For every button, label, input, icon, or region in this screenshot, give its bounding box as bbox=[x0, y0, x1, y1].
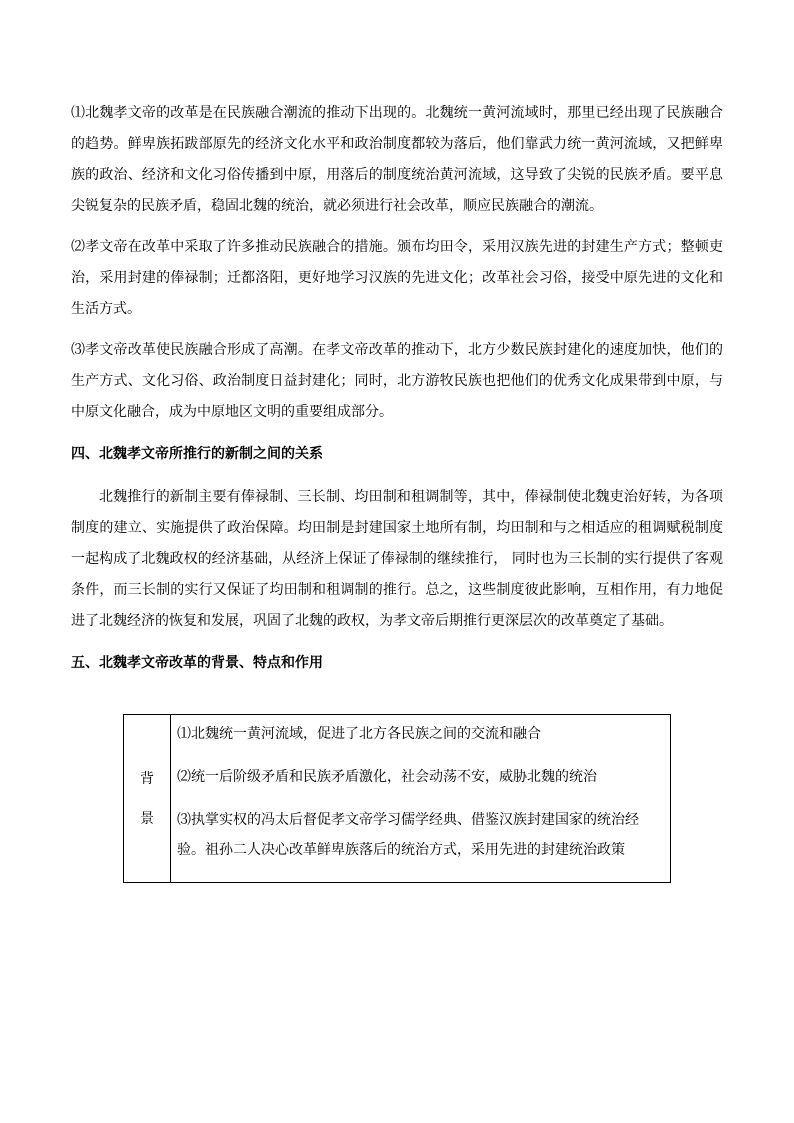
paragraph-2: ⑵孝文帝在改革中采取了许多推动民族融合的措施。颁布均田令，采用汉族先进的封建生产方式；整顿吏治，采用封建的俸禄制；迁都洛阳，更好地学习汉族的先进文化；改革社会习俗，接受中原先进的文化和生活方式。 bbox=[71, 239, 723, 317]
section-4-body: 北魏推行的新制主要有俸禄制、三长制、均田制和租调制等，其中，俸禄制使北魏吏治好转，为各项制度的建立、实施提供了政治保障。均田制是封建国家土地所有制，均田制和与之相适应的租调赋税制度一起构成了北魏政权的经济基础，从经济上保证了俸禄制的继续推行， 同时也为三长制的实行提供了客观条件，而三长制的实行又保证了均田制和租调制的推行。总之，这些制度彼此影响，互相作用，有力地促进了北魏经济的恢复和发展，巩固了北魏的政权，为孝文帝后期推行更深层次的改革奠定了基础。 bbox=[71, 489, 723, 629]
paragraph-3: ⑶孝文帝改革使民族融合形成了高潮。在孝文帝改革的推动下，北方少数民族封建化的速度加快，他们的生产方式、文化习俗、政治制度日益封建化；同时，北方游牧民族也把他们的优秀文化成果带到中原，与中原文化融合，成为中原地区文明的重要组成部分。 bbox=[71, 342, 723, 420]
table-label-cell bbox=[124, 715, 171, 882]
table-item-1: ⑴北魏统一黄河流域，促进了北方各民族之间的交流和融合 bbox=[177, 726, 541, 742]
section-4-heading: 四、北魏孝文帝所推行的新制之间的关系 bbox=[71, 446, 323, 462]
paragraph-1: ⑴北魏孝文帝的改革是在民族融合潮流的推动下出现的。北魏统一黄河流域时，那里已经出现了民族融合的趋势。鲜卑族拓跋部原先的经济文化水平和政治制度都较为落后，他们靠武力统一黄河流域，又把鲜卑族的政治、经济和文化习俗传播到中原，用落后的制度统治黄河流域，这导致了尖锐的民族矛盾。要平息尖锐复杂的民族矛盾，稳固北魏的统治，就必须进行社会改革，顺应民族融合的潮流。 bbox=[71, 105, 723, 214]
table-content-cell bbox=[171, 715, 670, 882]
table-label-char-1: 背 bbox=[140, 770, 154, 787]
table-item-3: ⑶执掌实权的冯太后督促孝文帝学习儒学经典、借鉴汉族封建国家的统治经验。祖孙二人决心改革鲜卑族落后的统治方式，采用先进的封建统治政策 bbox=[177, 812, 639, 858]
background-table bbox=[123, 714, 671, 883]
section-5-heading: 五、北魏孝文帝改革的背景、特点和作用 bbox=[71, 655, 323, 671]
table-label-char-2: 景 bbox=[140, 810, 154, 827]
table-item-2: ⑵统一后阶级矛盾和民族矛盾激化，社会动荡不安，威胁北魏的统治 bbox=[177, 769, 597, 785]
document-body bbox=[71, 98, 723, 691]
